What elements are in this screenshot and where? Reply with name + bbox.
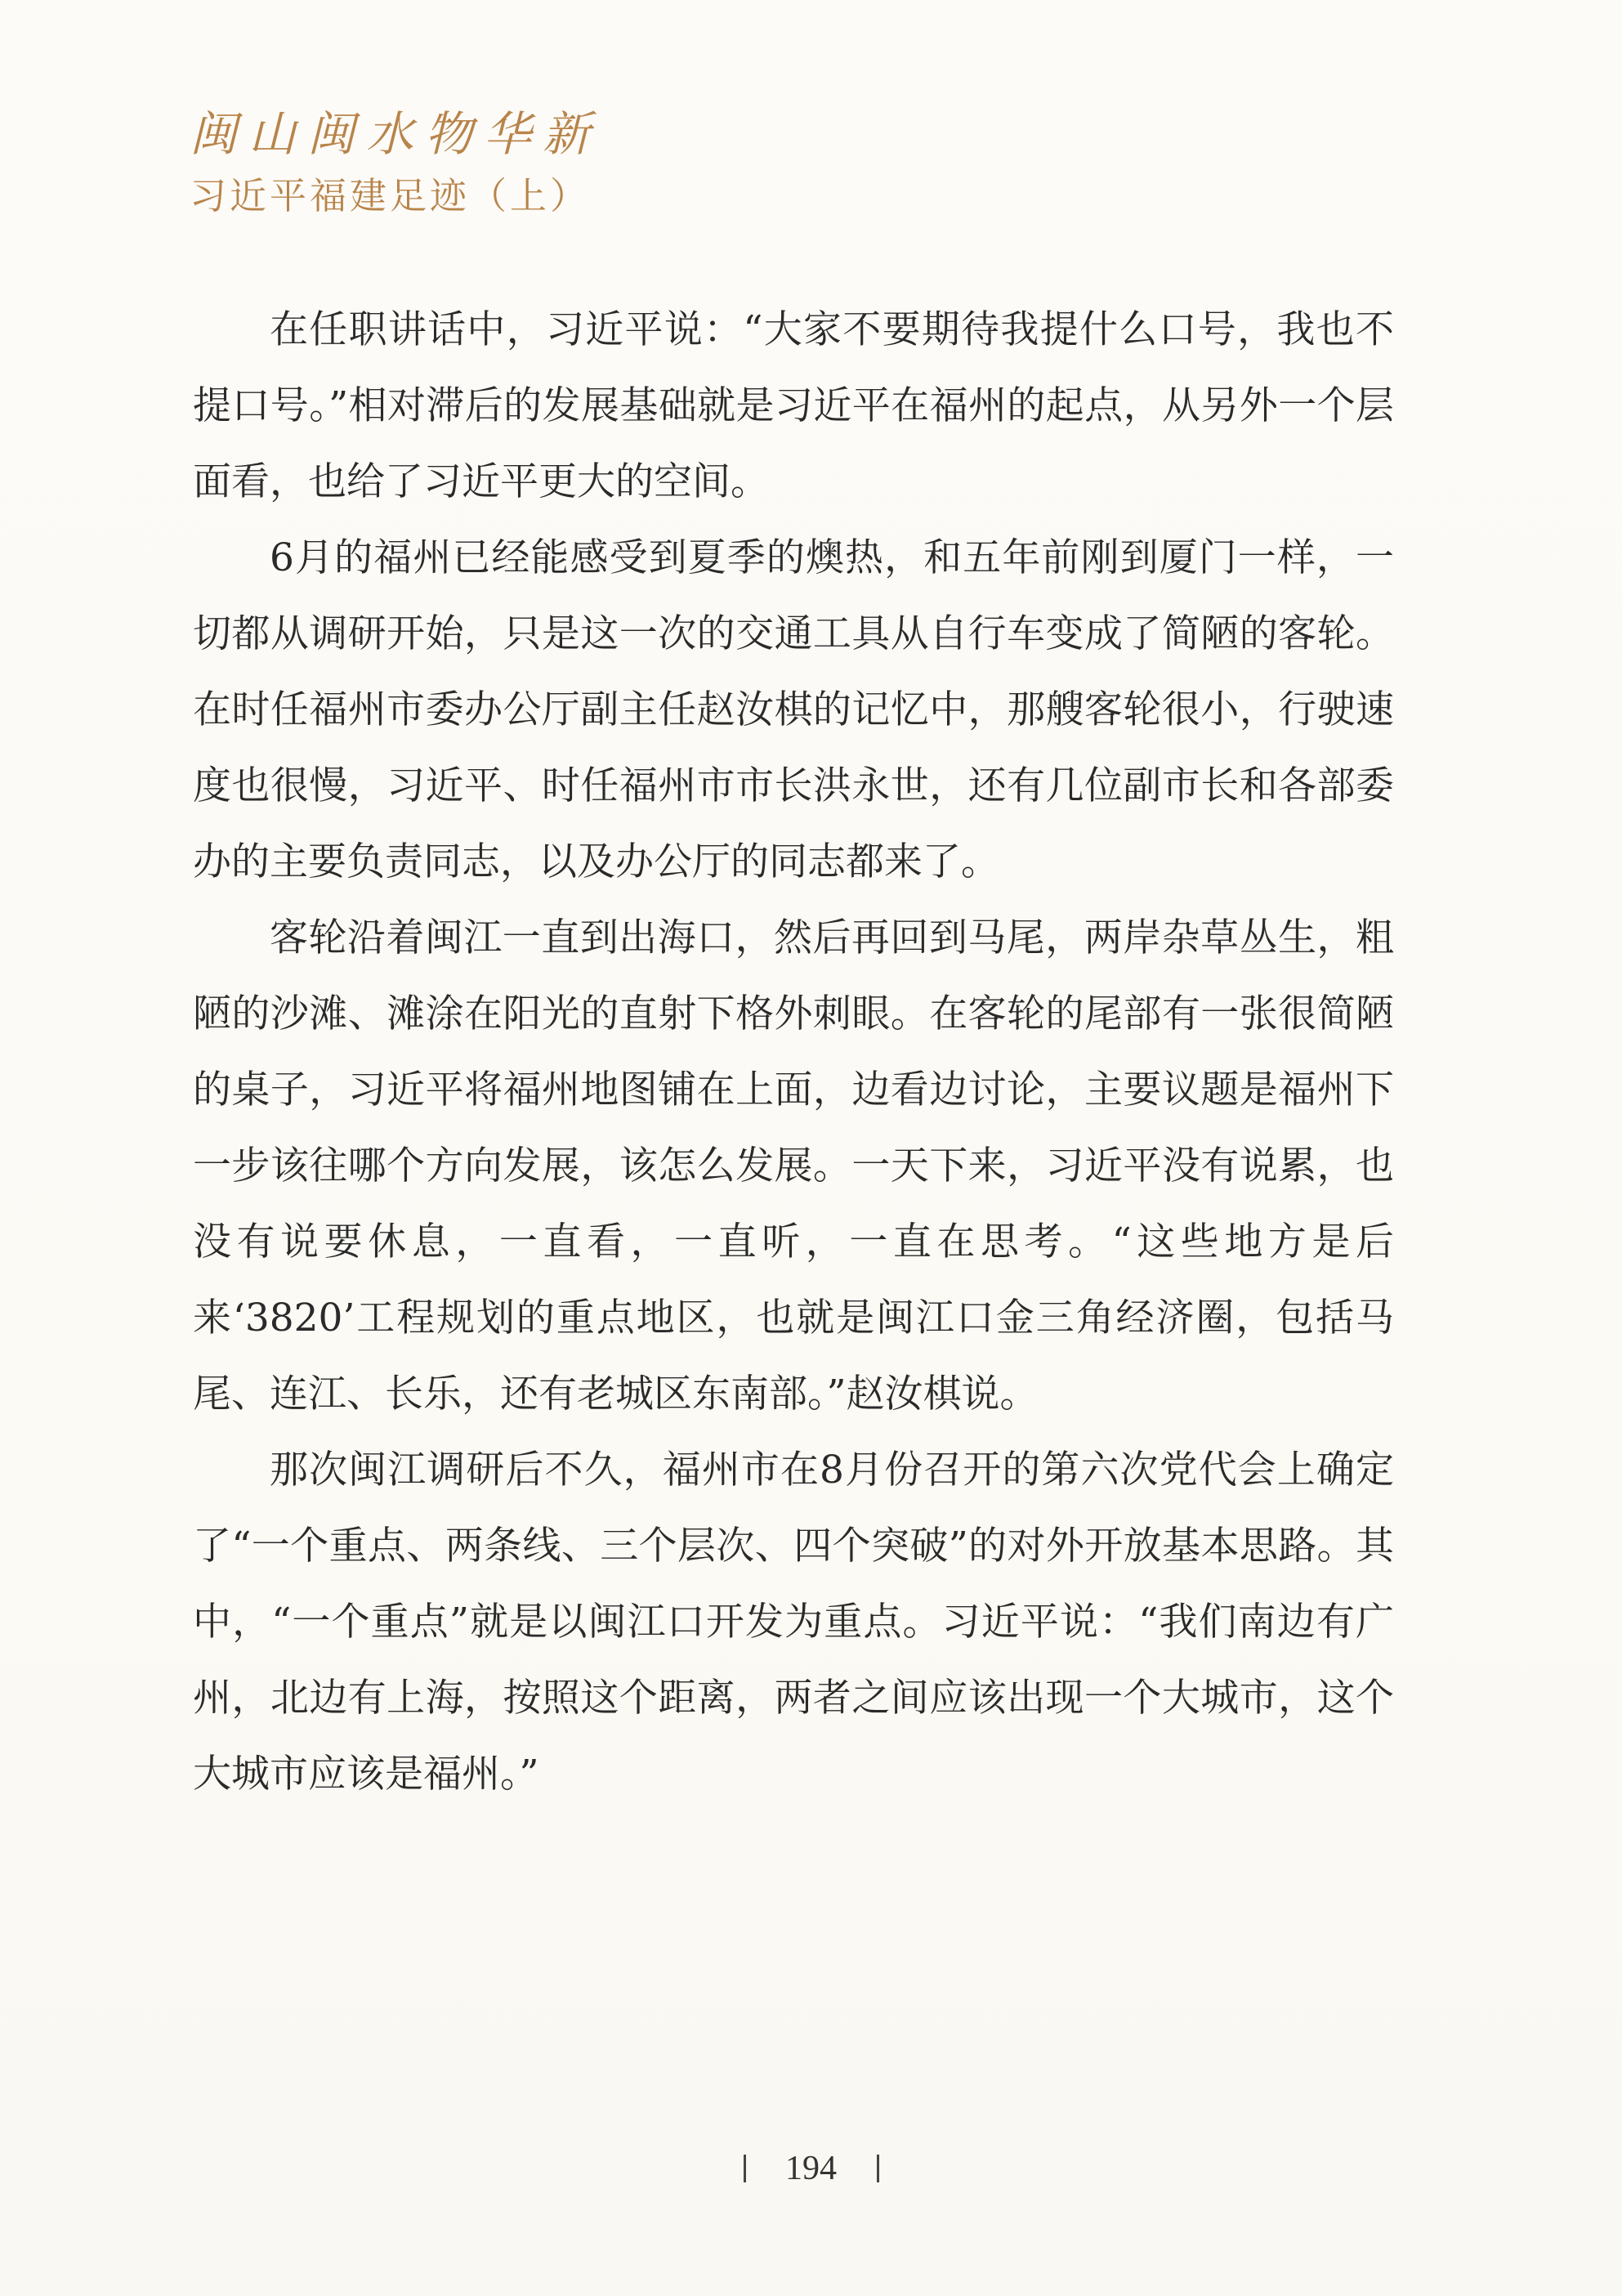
running-header [190,105,601,221]
page-number: 194 [785,2150,837,2188]
book-title: 闽山闽水物华新 [190,106,602,162]
paragraph-1: 在任职讲话中，习近平说：“大家不要期待我提什么口号，我也不提口号。”相对滞后的发展基础就是习近平在福州的起点，从另外一个层面看，也给了习近平更大的空间。 [193,307,1394,504]
paragraph-3: 客轮沿着闽江一直到出海口，然后再回到马尾，两岸杂草丛生，粗陋的沙滩、滩涂在阳光的直射下格外刺眼。在客轮的尾部有一张很简陋的桌子，习近平将福州地图铺在上面，边看边讨论，主要议题是福州下一步该往哪个方向发展，该怎么发展。一天下来，习近平没有说累，也没有说要休息，一直看，一直听，一直在思考。“这些地方是后来‘3820’工程规划的重点地区，也就是闽江口金三角经济圈，包括马尾、连江、长乐，还有老城区东南部。”赵汝棋说。 [193,915,1394,1417]
book-subtitle: 习近平福建足迹（上） [190,174,591,217]
footer-right-rule [877,2155,879,2182]
page-footer [0,2142,1622,2193]
footer-left-rule [744,2155,746,2182]
paragraph-2: 6月的福州已经能感受到夏季的燠热，和五年前刚到厦门一样，一切都从调研开始，只是这一次的交通工具从自行车变成了简陋的客轮。在时任福州市委办公厅副主任赵汝棋的记忆中，那艘客轮很小，行驶速度也很慢，习近平、时任福州市市长洪永世，还有几位副市长和各部委办的主要负责同志，以及办公厅的同志都来了。 [193,535,1394,884]
body-text [193,292,1394,1812]
paragraph-4: 那次闽江调研后不久，福州市在8月份召开的第六次党代会上确定了“一个重点、两条线、三个层次、四个突破”的对外开放基本思路。其中，“一个重点”就是以闽江口开发为重点。习近平说：“我们南边有广州，北边有上海，按照这个距离，两者之间应该出现一个大城市，这个大城市应该是福州。” [193,1448,1394,1797]
